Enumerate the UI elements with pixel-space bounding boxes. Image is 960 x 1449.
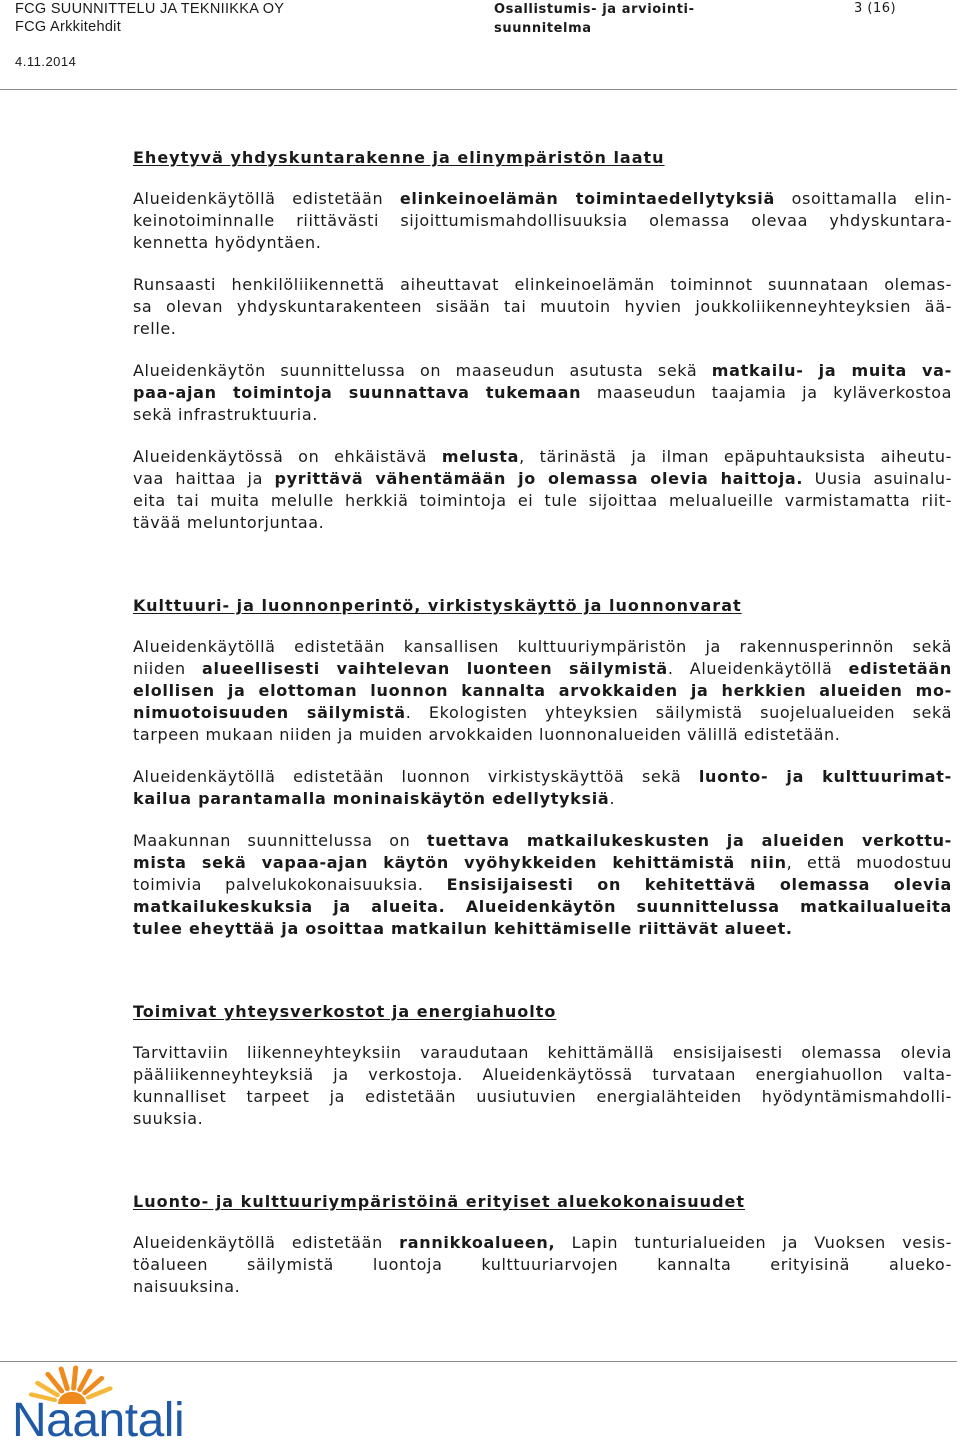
text-line (133, 512, 952, 534)
text-run: relle. (133, 319, 177, 338)
text-line (133, 188, 952, 210)
text-line (133, 360, 952, 382)
text-run: tarpeen mukaan niiden ja muiden arvokkaiden luonnonalueiden välillä edistetään. (133, 725, 841, 744)
bold-text: edistetään (848, 659, 952, 678)
text-line (133, 636, 952, 658)
text-run: vaa haittaa ja (133, 469, 275, 488)
bold-text: matkailukeskuksia ja alueita. Alueidenkäytön suunnittelussa matkailualueita (133, 897, 952, 916)
text-line (133, 490, 952, 512)
text-line (133, 1108, 952, 1130)
text-run: Alueidenkäytön suunnittelussa on maaseudun asutusta sekä (133, 361, 712, 380)
text-line (133, 382, 952, 404)
text-line (133, 210, 952, 232)
text-run: suuksia. (133, 1109, 204, 1128)
text-run: Maakunnan suunnittelussa on (133, 831, 427, 850)
text-run: . Alueidenkäytöllä (667, 659, 849, 678)
text-run: kennetta hyödyntäen. (133, 233, 322, 252)
text-run: töalueen säilymistä luontoja kulttuuriarvojen kannalta erityisinä alueko- (133, 1255, 952, 1274)
paragraph (133, 1232, 952, 1298)
text-run: Runsaasti henkilöliikennettä aiheuttavat elinkeinoelämän toiminnot suunnataan olemas- (133, 275, 952, 294)
section (133, 1191, 952, 1298)
text-line (133, 1086, 952, 1108)
text-line (133, 232, 952, 254)
text-line (133, 702, 952, 724)
text-run: toimivia palvelukokonaisuuksia. (133, 875, 447, 894)
header-title-line: suunnitelma (494, 21, 592, 36)
section-heading: Luonto- ja kulttuuriympäristöinä erityiset aluekokonaisuudet (133, 1192, 746, 1211)
text-run: keinotoiminnalle riittävästi sijoittumismahdollisuuksia olemassa olevaa yhdyskuntara- (133, 211, 952, 230)
text-line (133, 680, 952, 702)
header-page-number: 3 (16) (854, 1, 897, 16)
paragraph (133, 830, 952, 940)
bold-text: melusta (441, 447, 520, 466)
text-run: sekä infrastruktuuria. (133, 405, 318, 424)
bold-text: Ensisijaisesti on kehitettävä olemassa olevia (446, 875, 952, 894)
text-line (133, 658, 952, 680)
paragraph (133, 636, 952, 746)
text-run: naisuuksina. (133, 1277, 241, 1296)
bold-text: mista sekä vapaa-ajan käytön vyöhykkeiden kehittämistä niin (133, 853, 787, 872)
text-run: Alueidenkäytössä on ehkäistävä (133, 447, 442, 466)
text-line (133, 724, 952, 746)
text-line (133, 446, 952, 468)
document-body (133, 147, 952, 1298)
section-heading: Kulttuuri- ja luonnonperintö, virkistyskäyttö ja luonnonvarat (133, 596, 742, 615)
text-run: Lapin tunturialueiden ja Vuoksen vesis- (555, 1233, 953, 1252)
text-line (133, 468, 952, 490)
text-run: maaseudun taajamia ja kyläverkostoa (581, 383, 953, 402)
section (133, 595, 952, 940)
paragraph (133, 766, 952, 810)
bold-text: tuettava matkailukeskusten ja alueiden verkottu- (426, 831, 952, 850)
bold-text: pyrittävä vähentämään jo olemassa olevia haittoja. (274, 469, 804, 488)
text-line (133, 318, 952, 340)
paragraph (133, 274, 952, 340)
paragraph (133, 446, 952, 534)
text-line (133, 852, 952, 874)
section (133, 147, 952, 534)
text-line (133, 1276, 952, 1298)
text-line (133, 830, 952, 852)
header-divider (0, 89, 957, 90)
paragraph (133, 188, 952, 254)
text-run: , että muodostuu (786, 853, 952, 872)
text-line (133, 274, 952, 296)
text-line (133, 766, 952, 788)
bold-text: elollisen ja elottoman luonnon kannalta arvokkaiden ja herkkien alueiden mo- (133, 681, 952, 700)
text-line (133, 788, 952, 810)
bold-text: elinkeinoelämän toimintaedellytyksiä (399, 189, 775, 208)
text-run: , tärinästä ja ilman epäpuhtauksista aiheutu- (519, 447, 952, 466)
naantali-logo-text: Naantali (12, 1394, 185, 1447)
text-line (133, 1042, 952, 1064)
text-run: kunnalliset tarpeet ja edistetään uusiutuvien energialähteiden hyödyntämismahdolli- (133, 1087, 952, 1106)
text-run: osoittamalla elin- (774, 189, 952, 208)
bold-text: luonto- ja kulttuurimat- (698, 767, 952, 786)
paragraph (133, 360, 952, 426)
bold-text: paa-ajan toimintoja suunnattava tukemaan (133, 383, 582, 402)
text-run: niiden (133, 659, 202, 678)
text-run: eita tai muita melulle herkkiä toimintoja ei tule sijoittaa melualueille varmistamatta riit- (133, 491, 952, 510)
text-line (133, 1254, 952, 1276)
text-run: Alueidenkäytöllä edistetään (133, 189, 400, 208)
bold-text: rannikkoalueen, (399, 1233, 556, 1252)
header-company: FCG SUUNNITTELU JA TEKNIIKKA OY (15, 1, 285, 17)
text-run: sa olevan yhdyskuntarakenteen sisään tai muutoin hyvien joukkoliikenneyhteyksien ää- (133, 297, 952, 316)
bold-text: alueellisesti vaihtelevan luonteen säilymistä (201, 659, 668, 678)
header-date: 4.11.2014 (15, 54, 77, 69)
bold-text: nimuotoisuuden säilymistä (133, 703, 406, 722)
text-line (133, 896, 952, 918)
text-run: pääliikenneyhteyksiä ja verkostoja. Alueidenkäytössä turvataan energiahuollon valta- (133, 1065, 952, 1084)
text-line (133, 1232, 952, 1254)
text-run: Alueidenkäytöllä edistetään (133, 1233, 400, 1252)
text-line (133, 404, 952, 426)
text-run: Tarvittaviin liikenneyhteyksiin varaudutaan kehittämällä ensisijaisesti olemassa olevia (133, 1043, 952, 1062)
section (133, 1001, 952, 1130)
header-department: FCG Arkkitehdit (15, 19, 122, 35)
text-line (133, 1064, 952, 1086)
text-run: . Ekologisten yhteyksien säilymistä suojelualueiden sekä (405, 703, 952, 722)
text-run: Uusia asuinalu- (803, 469, 952, 488)
text-line (133, 296, 952, 318)
header-document-title (494, 0, 695, 38)
text-line (133, 874, 952, 896)
header-title-line: Osallistumis- ja arviointi- (494, 2, 695, 17)
footer-divider (0, 1361, 957, 1362)
bold-text: matkailu- ja muita va- (711, 361, 952, 380)
text-run: tävää meluntorjuntaa. (133, 513, 325, 532)
text-line (133, 918, 952, 940)
bold-text: kailua parantamalla moninaiskäytön edellytyksiä (133, 789, 610, 808)
section-heading: Eheytyvä yhdyskuntarakenne ja elinympäristön laatu (133, 148, 665, 167)
section-heading: Toimivat yhteysverkostot ja energiahuolto (133, 1002, 557, 1021)
text-run: Alueidenkäytöllä edistetään kansallisen kulttuuriympäristön ja rakennusperinnön sekä (133, 637, 952, 656)
bold-text: tulee eheyttää ja osoittaa matkailun kehittämiselle riittävät alueet. (133, 919, 793, 938)
text-run: . (609, 789, 616, 808)
text-run: Alueidenkäytöllä edistetään luonnon virkistyskäyttöä sekä (133, 767, 699, 786)
paragraph (133, 1042, 952, 1130)
